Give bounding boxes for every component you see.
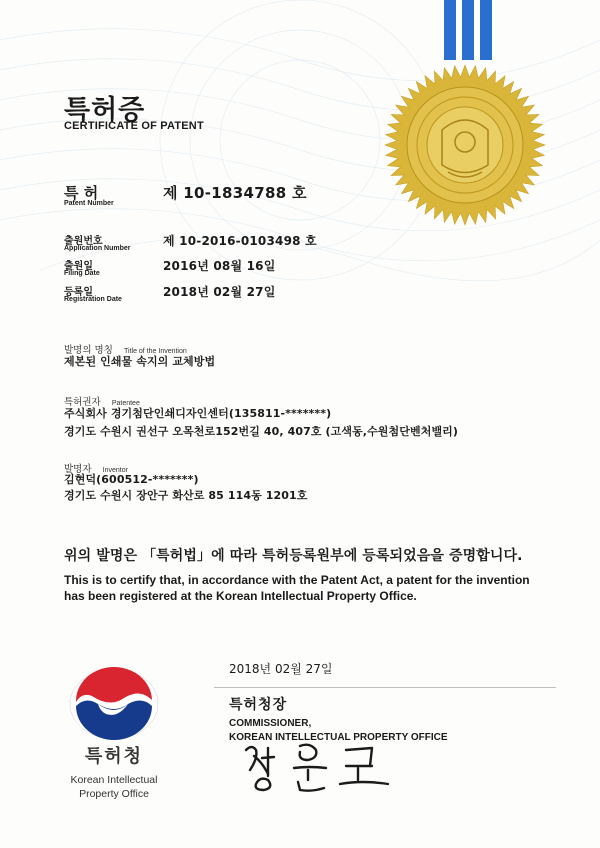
application-number-label: 출원번호 bbox=[64, 236, 103, 247]
kipo-name-ko: 특허청 bbox=[84, 746, 144, 767]
inventor-address: 경기도 수원시 장안구 화산로 85 114동 1201호 bbox=[64, 489, 308, 502]
gold-seal-icon bbox=[382, 0, 557, 230]
patentee-name: 주식회사 경기첨단인쇄디자인센터(135811-*******) bbox=[64, 407, 332, 420]
signature-divider bbox=[214, 687, 556, 688]
certification-statement-en-line2: has been registered at the Korean Intellectual Property Office. bbox=[64, 589, 417, 603]
inventor-label: 발명자 bbox=[64, 464, 92, 475]
patentee-label: 특허권자 bbox=[64, 397, 101, 408]
patent-number-value: 제 10-1834788 호 bbox=[163, 184, 307, 202]
patent-number-label-en: Patent Number bbox=[64, 200, 114, 207]
application-number-label-en: Application Number bbox=[64, 245, 131, 252]
patent-number-label: 특 허 bbox=[64, 184, 99, 202]
certificate-title-en: CERTIFICATE OF PATENT bbox=[64, 120, 204, 132]
application-number-value: 제 10-2016-0103498 호 bbox=[163, 234, 317, 248]
kipo-name-en-line1: Korean Intellectual bbox=[70, 774, 158, 786]
patentee-address: 경기도 수원시 권선구 오목천로152번길 40, 407호 (고색동,수원첨단벤처밸리) bbox=[64, 425, 459, 438]
filing-date-label-en: Filing Date bbox=[64, 270, 100, 277]
filing-date-label: 출원일 bbox=[64, 261, 93, 272]
certificate-title: 특허증 bbox=[64, 95, 146, 126]
registration-date-value: 2018년 02월 27일 bbox=[163, 285, 276, 299]
kipo-name-en-line2: Property Office bbox=[79, 788, 149, 800]
commissioner-title-en-line1: COMMISSIONER, bbox=[229, 718, 312, 729]
registration-date-label: 등록일 bbox=[64, 287, 93, 298]
commissioner-title-en-line2: KOREAN INTELLECTUAL PROPERTY OFFICE bbox=[229, 732, 448, 743]
registration-date-label-en: Registration Date bbox=[64, 296, 122, 303]
certification-statement-ko: 위의 발명은 「특허법」에 따라 특허등록원부에 등록되었음을 증명합니다. bbox=[64, 548, 523, 564]
commissioner-title: 특허청장 bbox=[229, 697, 288, 713]
certification-statement-en-line1: This is to certify that, in accordance with the Patent Act, a patent for the invention bbox=[64, 573, 530, 587]
inventor-label-en: Inventor bbox=[102, 467, 128, 474]
invention-label: 발명의 명칭 bbox=[64, 345, 113, 356]
inventor-name: 김현덕(600512-*******) bbox=[64, 473, 199, 486]
filing-date-value: 2016년 08월 16일 bbox=[163, 259, 276, 273]
issue-date: 2018년 02월 27일 bbox=[229, 662, 333, 676]
invention-title-value: 제본된 인쇄물 속지의 교체방법 bbox=[64, 355, 216, 368]
invention-label-en: Title of the Invention bbox=[124, 348, 187, 355]
kipo-taegeuk-logo-icon bbox=[62, 666, 166, 742]
commissioner-signature bbox=[238, 736, 398, 794]
patentee-label-en: Patentee bbox=[111, 400, 140, 407]
